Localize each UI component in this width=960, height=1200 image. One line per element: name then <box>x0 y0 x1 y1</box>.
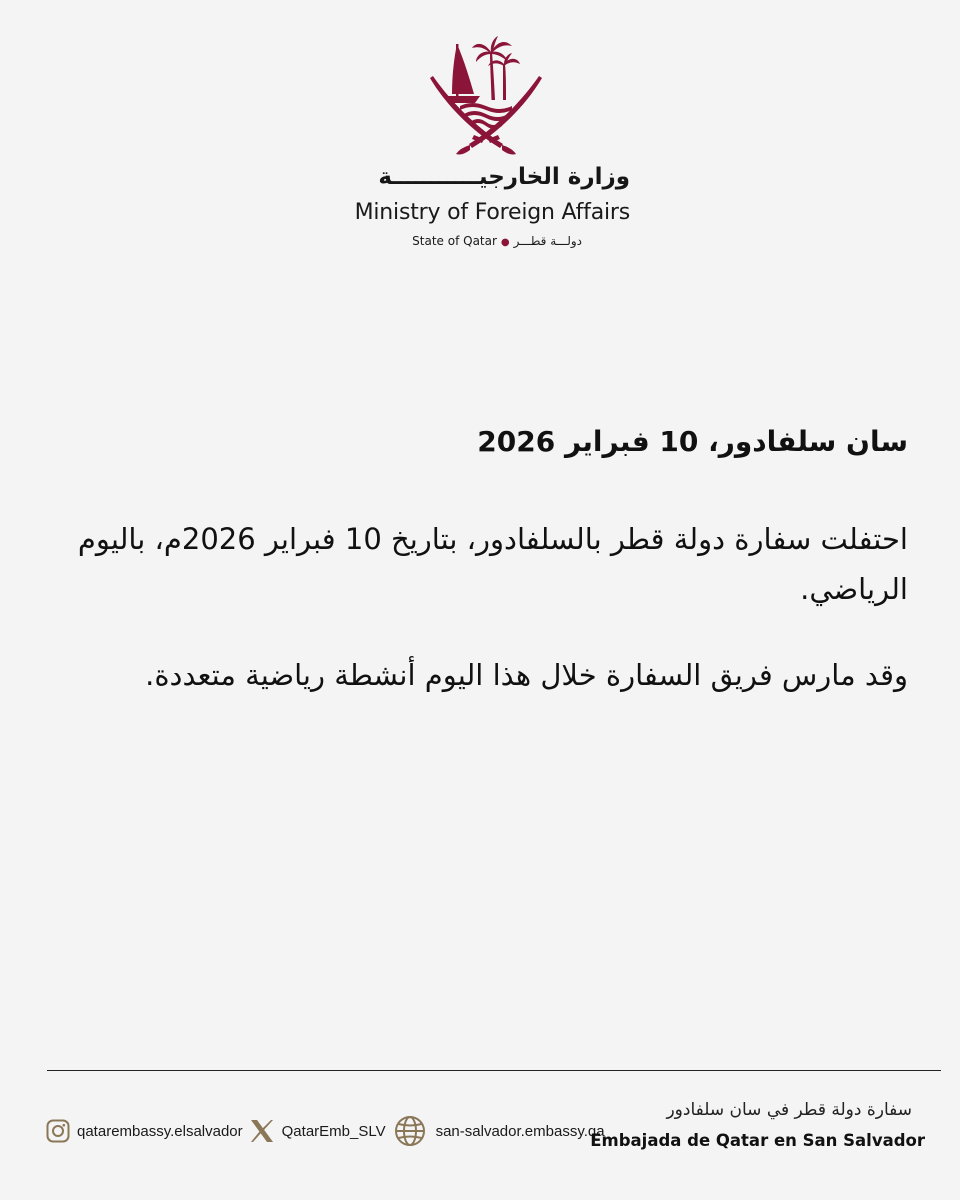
globe-icon[interactable] <box>394 1115 426 1147</box>
ministry-name-arabic: وزارة الخارجيـــــــــــة <box>378 164 630 190</box>
qatar-emblem-icon <box>424 36 548 160</box>
article-heading: سان سلفادور، 10 فبراير 2026 <box>477 425 908 458</box>
x-icon[interactable] <box>249 1118 275 1144</box>
footer-divider <box>47 1070 941 1071</box>
state-of-qatar-line <box>330 234 582 248</box>
state-name-arabic: دولـــة قطـــر <box>513 234 582 248</box>
article-paragraph: وقد مارس فريق السفارة خلال هذا اليوم أنشطة رياضية متعددة. <box>145 658 908 692</box>
article-paragraph: احتفلت سفارة دولة قطر بالسلفادور، بتاريخ 10 فبراير 2026م، باليوم الرياضي. <box>77 522 908 606</box>
separator-dot: ● <box>500 237 510 248</box>
x-handle[interactable]: QatarEmb_SLV <box>281 1122 386 1140</box>
state-name-english: State of Qatar <box>412 234 497 248</box>
embassy-name-arabic: سفارة دولة قطر في سان سلفادور <box>666 1100 912 1120</box>
embassy-name-spanish: Embajada de Qatar en San Salvador <box>590 1131 925 1150</box>
instagram-handle[interactable]: qatarembassy.elsalvador <box>77 1122 243 1140</box>
ministry-name-english: Ministry of Foreign Affairs <box>354 200 630 225</box>
website-url[interactable]: san-salvador.embassy.qa <box>435 1122 605 1140</box>
article-body <box>48 514 908 736</box>
instagram-icon[interactable] <box>46 1119 70 1143</box>
footer-contact-links <box>46 1110 605 1152</box>
